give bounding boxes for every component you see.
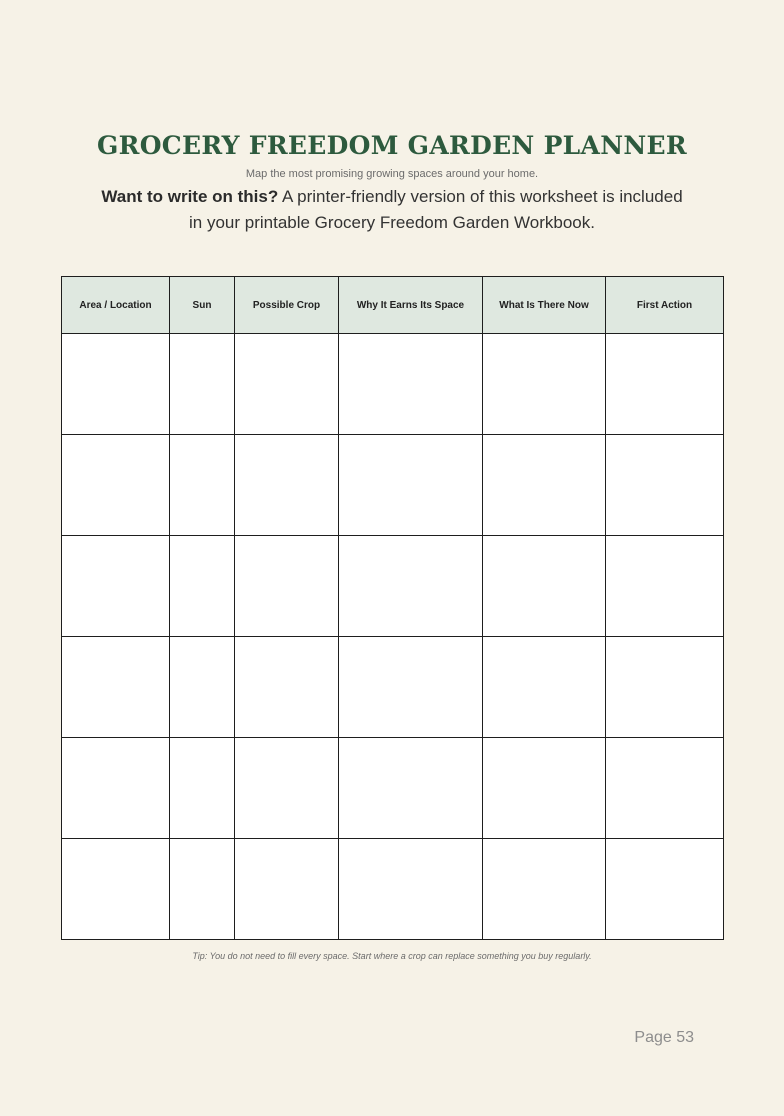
printable-note-question: Want to write on this? <box>101 187 279 206</box>
table-cell[interactable] <box>170 839 235 940</box>
table-cell[interactable] <box>170 435 235 536</box>
table-cell[interactable] <box>235 839 339 940</box>
printable-note-text: A printer-friendly version of this worksheet is included in your printable Grocery Freedom Garden Workbook. <box>189 187 683 232</box>
table-cell[interactable] <box>62 839 170 940</box>
column-header-first-action: First Action <box>606 277 724 334</box>
table-row <box>62 738 724 839</box>
table-cell[interactable] <box>170 637 235 738</box>
table-cell[interactable] <box>606 536 724 637</box>
table-cell[interactable] <box>483 839 606 940</box>
page-number: Page 53 <box>634 1029 694 1046</box>
table-cell[interactable] <box>606 435 724 536</box>
column-header-sun: Sun <box>170 277 235 334</box>
table-cell[interactable] <box>483 435 606 536</box>
column-header-area-location: Area / Location <box>62 277 170 334</box>
column-header-what-is-there-now: What Is There Now <box>483 277 606 334</box>
table-cell[interactable] <box>339 536 483 637</box>
table-cell[interactable] <box>235 435 339 536</box>
table-cell[interactable] <box>483 637 606 738</box>
table-cell[interactable] <box>339 738 483 839</box>
table-cell[interactable] <box>339 839 483 940</box>
table-cell[interactable] <box>483 738 606 839</box>
table-cell[interactable] <box>170 536 235 637</box>
table-cell[interactable] <box>606 738 724 839</box>
table-cell[interactable] <box>339 637 483 738</box>
table-cell[interactable] <box>235 334 339 435</box>
table-cell[interactable] <box>170 738 235 839</box>
table-cell[interactable] <box>339 435 483 536</box>
table-row <box>62 839 724 940</box>
table-header-row <box>62 277 724 334</box>
page-title: GROCERY FREEDOM GARDEN PLANNER <box>96 131 687 160</box>
table-cell[interactable] <box>235 536 339 637</box>
table-cell[interactable] <box>606 637 724 738</box>
column-header-possible-crop: Possible Crop <box>235 277 339 334</box>
table-cell[interactable] <box>606 839 724 940</box>
table-cell[interactable] <box>606 334 724 435</box>
table-cell[interactable] <box>170 334 235 435</box>
table-row <box>62 536 724 637</box>
table-cell[interactable] <box>62 536 170 637</box>
table-cell[interactable] <box>483 334 606 435</box>
table-cell[interactable] <box>62 637 170 738</box>
tip-text: Tip: You do not need to fill every space. Start where a crop can replace something you buy regularly. <box>192 951 592 961</box>
table-cell[interactable] <box>235 637 339 738</box>
table-row <box>62 637 724 738</box>
table-row <box>62 435 724 536</box>
page-subtitle: Map the most promising growing spaces around your home. <box>245 168 539 180</box>
table-cell[interactable] <box>339 334 483 435</box>
printable-note <box>100 184 684 236</box>
table-cell[interactable] <box>62 435 170 536</box>
table-cell[interactable] <box>483 536 606 637</box>
table-cell[interactable] <box>62 738 170 839</box>
table-cell[interactable] <box>62 334 170 435</box>
table-cell[interactable] <box>235 738 339 839</box>
garden-planner-table <box>61 276 724 940</box>
table-row <box>62 334 724 435</box>
column-header-why-it-earns-its-space: Why It Earns Its Space <box>339 277 483 334</box>
